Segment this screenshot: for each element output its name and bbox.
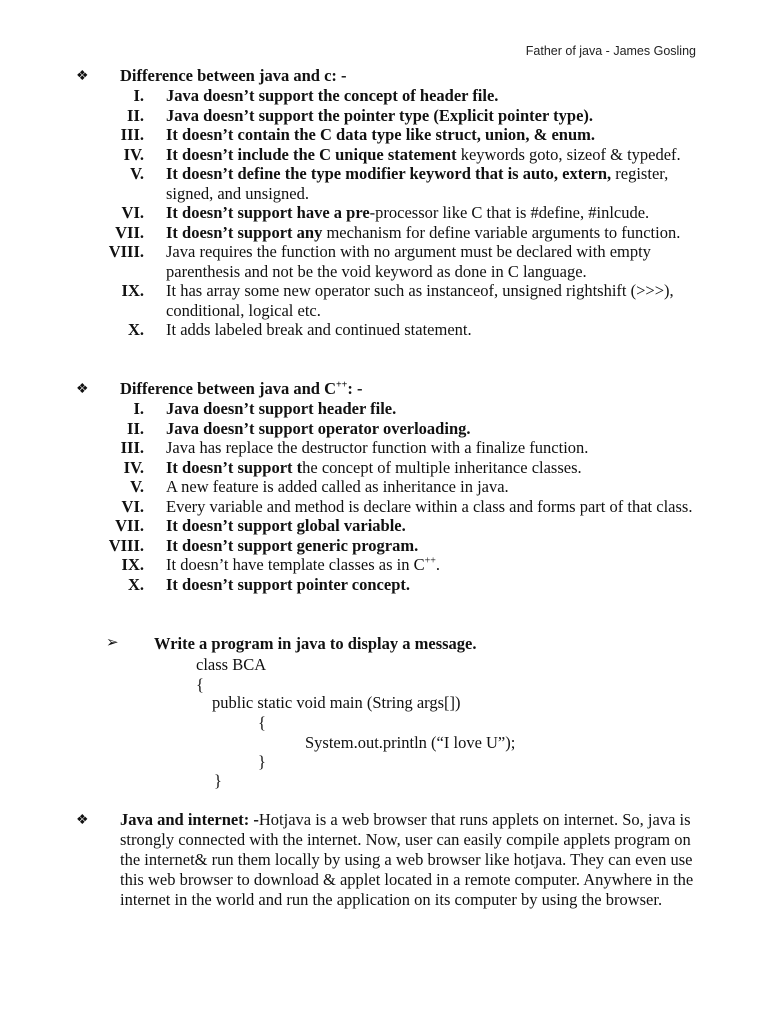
list-item-number: X. (127, 320, 144, 339)
list-item-text (166, 203, 701, 223)
list-item-text (166, 86, 701, 106)
list-item-number: II. (127, 105, 144, 125)
list-item-number: V. (130, 164, 144, 183)
list-item (0, 106, 768, 126)
list-item-number: I. (133, 399, 144, 418)
section2-heading: Difference between java and C++: - (120, 379, 363, 398)
list-item-suffix: . (435, 555, 440, 574)
code-line: class BCA (196, 655, 267, 674)
list-item-text (166, 145, 701, 165)
list-item-plain-text: Java requires the function with no argument must be declared with empty parenthesis and not be the void keyword as done in C language. (166, 242, 651, 281)
list-item-text (166, 516, 701, 536)
list-item-number: VI. (121, 496, 144, 516)
list-item-plain-text: mechanism for define variable arguments to function. (322, 222, 681, 242)
list-item (0, 281, 768, 320)
code-line: public static void main (String args[]) (212, 693, 461, 712)
list-item (0, 125, 768, 145)
list-item-text (166, 106, 701, 126)
diamond-bullet-icon: ❖ (76, 813, 89, 828)
list-item-text (166, 281, 701, 320)
list-item (0, 419, 768, 439)
list-item-number: IX. (121, 555, 144, 574)
list-item (0, 242, 768, 281)
list-item-plain-text: A new feature is added called as inheritance in java. (166, 477, 509, 496)
section3-heading: Write a program in java to display a message. (154, 634, 477, 653)
list-item (0, 516, 768, 536)
list-item (0, 320, 768, 340)
list-item (0, 164, 768, 203)
list-item-bold-text: It doesn’t support any (166, 222, 323, 242)
list-item-text (166, 477, 701, 497)
list-item-text (166, 497, 701, 517)
diamond-bullet-icon: ❖ (76, 69, 89, 84)
section4-paragraph (120, 810, 705, 910)
section2-list (0, 399, 768, 594)
code-line: } (214, 771, 222, 790)
list-item-bold-text: It doesn’t support t (166, 457, 303, 477)
list-item (0, 203, 768, 223)
list-item-text (166, 164, 701, 203)
list-item-bold-text: It doesn’t define the type modifier keyword that is auto, extern, (166, 164, 612, 183)
section4-heading: Java and internet: - (120, 810, 259, 829)
list-item-bold-text: It doesn’t include the C unique statement (166, 144, 457, 164)
list-item (0, 536, 768, 556)
list-item-plain-text: Every variable and method is declare within a class and forms part of that class. (166, 496, 693, 516)
list-item-text (166, 419, 701, 439)
section1-heading: Difference between java and c: - (120, 66, 347, 85)
list-item (0, 497, 768, 517)
list-item (0, 555, 768, 575)
list-item-number: IX. (121, 281, 144, 300)
superscript: ++ (424, 555, 436, 567)
list-item-plain-text: It doesn’t have template classes as in C (166, 555, 425, 574)
list-item (0, 458, 768, 478)
list-item-number: X. (127, 574, 144, 594)
section1-list (0, 86, 768, 340)
list-item-plain-text: It has array some new operator such as instanceof, unsigned rightshift (>>>), conditional, logical etc. (166, 281, 674, 320)
list-item-bold-text: It doesn’t support have a pre (166, 203, 370, 222)
list-item-text (166, 575, 701, 595)
list-item-text (166, 536, 701, 556)
list-item-bold-text: Java doesn’t support the concept of header file. (166, 86, 499, 105)
list-item-plain-text: keywords goto, sizeof & typedef. (456, 144, 681, 164)
list-item-text (166, 242, 701, 281)
list-item-number: VIII. (108, 242, 144, 261)
list-item-bold-text: It doesn’t support pointer concept. (166, 574, 410, 594)
list-item-bold-text: Java doesn’t support the pointer type (Explicit pointer type). (166, 105, 594, 125)
list-item-number: IV. (123, 144, 144, 164)
list-item (0, 575, 768, 595)
list-item-bold-text: It doesn’t support generic program. (166, 535, 419, 555)
page-header: Father of java - James Gosling (525, 44, 696, 58)
list-item-plain-text: he concept of multiple inheritance classes. (302, 457, 582, 477)
list-item-text (166, 555, 701, 575)
list-item (0, 399, 768, 419)
list-item-plain-text: register, signed, and unsigned. (166, 164, 669, 203)
list-item-number: III. (120, 125, 144, 144)
list-item-plain-text: It adds labeled break and continued statement. (166, 320, 472, 339)
list-item-number: I. (133, 86, 144, 105)
list-item-bold-text: Java doesn’t support header file. (166, 399, 397, 418)
list-item-number: II. (127, 418, 144, 438)
list-item (0, 223, 768, 243)
arrow-bullet-icon: ➢ (106, 635, 119, 651)
code-line: } (258, 752, 266, 771)
list-item (0, 477, 768, 497)
list-item-bold-text: Java doesn’t support operator overloading. (166, 418, 471, 438)
list-item-text (166, 399, 701, 419)
list-item (0, 145, 768, 165)
list-item-text (166, 223, 701, 243)
list-item-plain-text: -processor like C that is #define, #inlcude. (369, 203, 650, 222)
list-item-number: IV. (123, 457, 144, 477)
code-line: { (258, 713, 266, 732)
section4-body: Hotjava is a web browser that runs applets on internet. So, java is strongly connected with the internet. Now, user can easily compile applets program on the internet& run them locally by using a web browser like hotjava. They can even use this web browser to download & applet located in a remote computer. Anywhere in the internet in the world and run the application on its computer by using the browser. (120, 810, 694, 909)
list-item-number: VII. (115, 516, 144, 535)
list-item-number: VIII. (108, 535, 144, 555)
list-item (0, 438, 768, 458)
list-item (0, 86, 768, 106)
list-item-number: III. (120, 438, 144, 457)
code-line: { (196, 675, 204, 694)
list-item-number: VI. (121, 203, 144, 222)
list-item-bold-text: It doesn’t contain the C data type like struct, union, & enum. (166, 125, 596, 144)
list-item-text (166, 125, 701, 145)
code-line: System.out.println (“I love U”); (305, 733, 516, 752)
list-item-number: V. (130, 477, 144, 496)
list-item-text (166, 320, 701, 340)
diamond-bullet-icon: ❖ (76, 382, 89, 397)
list-item-bold-text: It doesn’t support global variable. (166, 516, 406, 535)
list-item-text (166, 458, 701, 478)
list-item-text (166, 438, 701, 458)
list-item-plain-text: Java has replace the destructor function with a finalize function. (166, 438, 589, 457)
list-item-number: VII. (115, 222, 144, 242)
